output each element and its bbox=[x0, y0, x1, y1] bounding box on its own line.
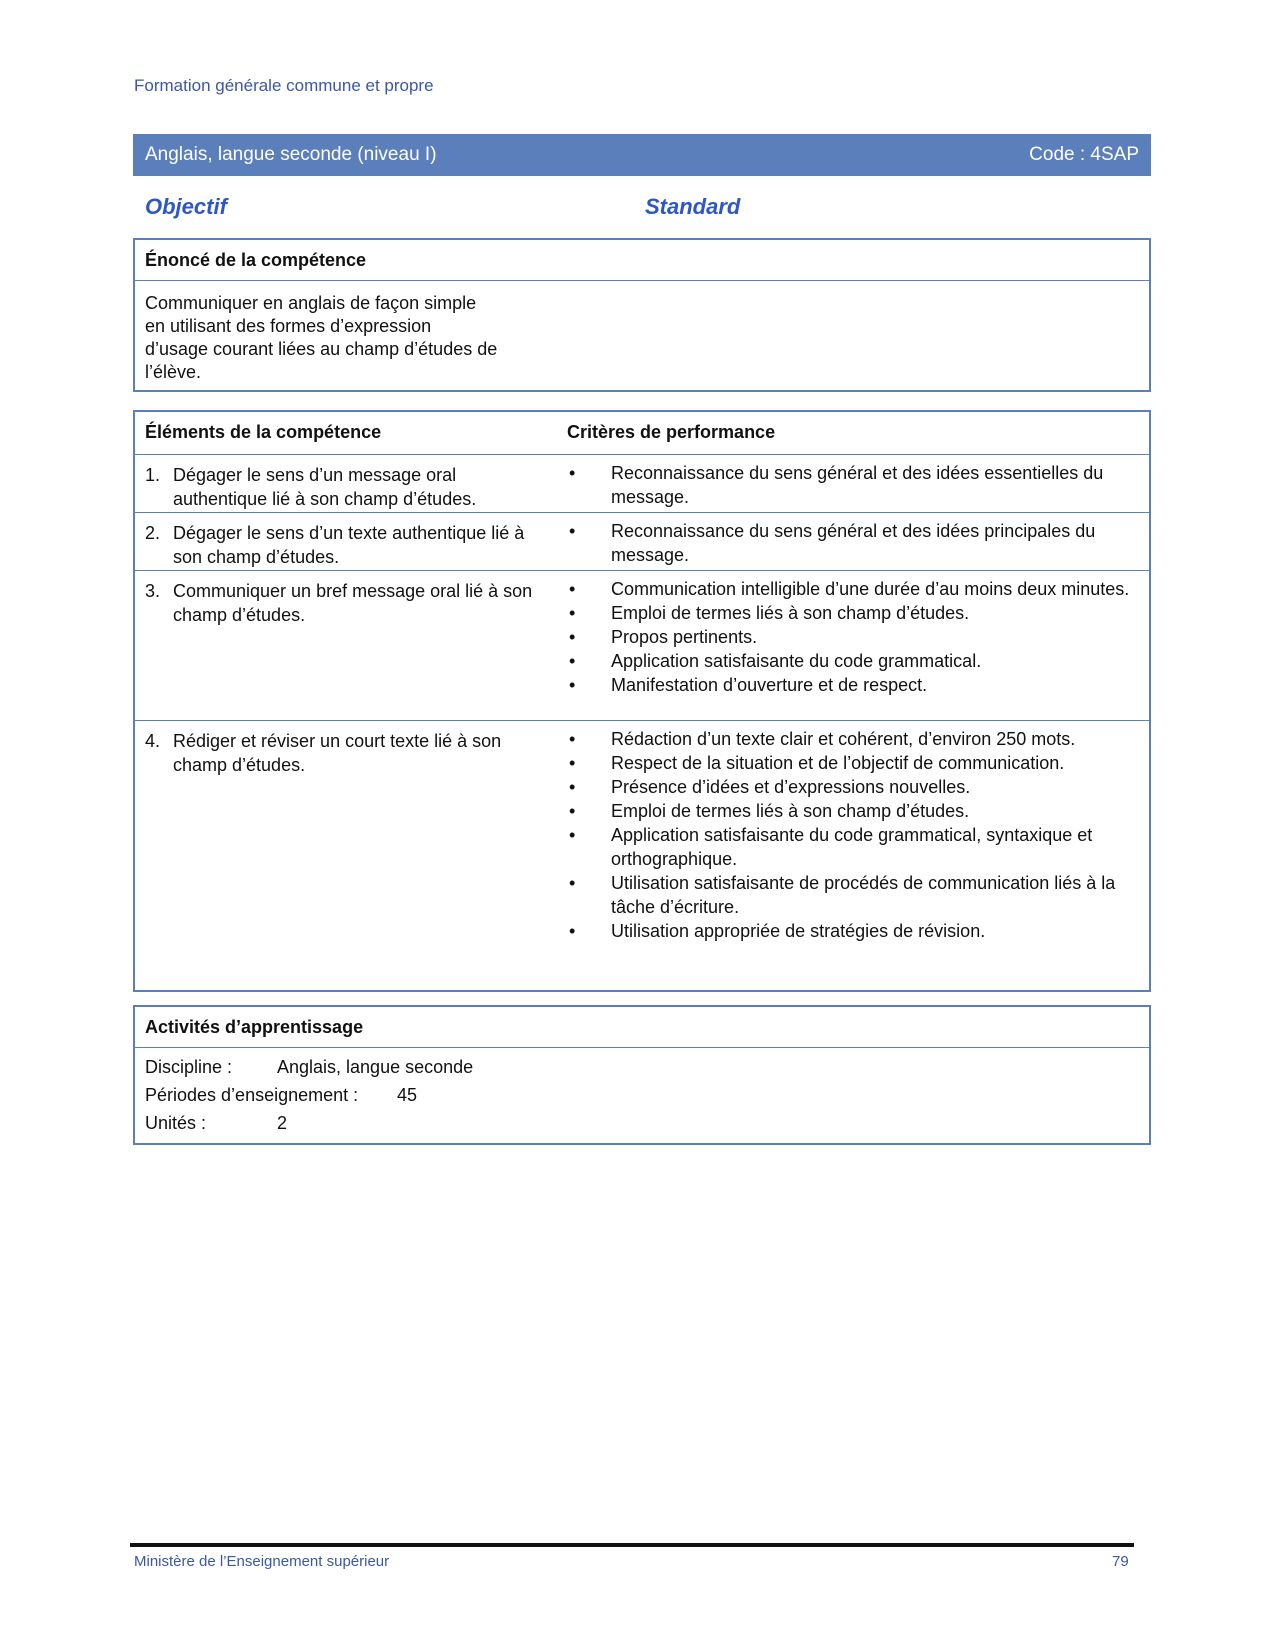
document-section-label: Formation générale commune et propre bbox=[134, 76, 434, 95]
discipline-label: Discipline : bbox=[145, 1057, 233, 1077]
criterion: • Rédaction d’un texte clair et cohérent, d’environ 250 mots. bbox=[569, 729, 1076, 749]
criterion: • Application satisfaisante du code grammatical. bbox=[569, 651, 982, 671]
competency-statement-text bbox=[145, 292, 497, 384]
element-description: Dégager le sens d’un texte authentique lié à son champ d’études. bbox=[173, 523, 525, 567]
criterion: • Présence d’idées et d’expressions nouvelles. bbox=[569, 777, 971, 797]
statement-line: d’usage courant liées au champ d’études de bbox=[145, 339, 498, 359]
element-text bbox=[145, 579, 543, 627]
units-label: Unités : bbox=[145, 1113, 207, 1133]
bullet-icon: • bbox=[569, 579, 576, 599]
element-row-3 bbox=[135, 570, 1149, 721]
statement-line: en utilisant des formes d’expression bbox=[145, 316, 432, 336]
competency-statement-heading: Énoncé de la compétence bbox=[145, 250, 367, 270]
criteria-list bbox=[567, 727, 1151, 943]
bullet-icon: • bbox=[569, 777, 576, 797]
bullet-icon: • bbox=[569, 753, 576, 773]
competency-statement-header bbox=[135, 240, 1149, 281]
element-text bbox=[145, 521, 543, 569]
learning-activities-box bbox=[133, 1005, 1151, 1145]
standard-label: Standard bbox=[645, 194, 741, 219]
competency-elements-table bbox=[133, 410, 1151, 992]
element-number: 4. bbox=[145, 731, 161, 751]
criterion: • Emploi de termes liés à son champ d’études. bbox=[569, 603, 970, 623]
periods-label: Périodes d’enseignement : bbox=[145, 1085, 359, 1105]
element-description: Communiquer un bref message oral lié à son champ d’études. bbox=[173, 581, 533, 625]
element-row-4 bbox=[135, 720, 1149, 989]
element-number: 3. bbox=[145, 581, 161, 601]
element-description: Rédiger et réviser un court texte lié à son champ d’études. bbox=[173, 731, 502, 775]
element-number: 1. bbox=[145, 465, 161, 485]
criterion: • Manifestation d’ouverture et de respect. bbox=[569, 675, 928, 695]
discipline-value: Anglais, langue seconde bbox=[277, 1057, 474, 1077]
statement-line: l’élève. bbox=[145, 362, 202, 382]
criterion: • Emploi de termes liés à son champ d’études. bbox=[569, 801, 970, 821]
criteria-list bbox=[567, 519, 1151, 567]
course-header-bar bbox=[133, 134, 1151, 176]
page-number: 79 bbox=[1112, 1553, 1129, 1570]
element-row-2 bbox=[135, 512, 1149, 571]
bullet-icon: • bbox=[569, 825, 576, 845]
criterion: • Reconnaissance du sens général et des idées principales du message. bbox=[569, 521, 1096, 565]
bullet-icon: • bbox=[569, 921, 576, 941]
criteria-column-heading: Critères de performance bbox=[567, 422, 776, 442]
bullet-icon: • bbox=[569, 801, 576, 821]
objective-label: Objectif bbox=[145, 194, 227, 219]
bullet-icon: • bbox=[569, 463, 576, 483]
footer-ministry: Ministère de l’Enseignement supérieur bbox=[134, 1553, 390, 1570]
learning-activities-heading: Activités d’apprentissage bbox=[145, 1017, 364, 1037]
element-text bbox=[145, 729, 543, 777]
element-text bbox=[145, 463, 543, 511]
element-description: Dégager le sens d’un message oral authentique lié à son champ d’études. bbox=[173, 465, 477, 509]
bullet-icon: • bbox=[569, 651, 576, 671]
criteria-list bbox=[567, 577, 1151, 697]
elements-column-heading: Éléments de la compétence bbox=[145, 422, 382, 442]
criterion: • Communication intelligible d’une durée d’au moins deux minutes. bbox=[569, 579, 1130, 599]
criterion: • Propos pertinents. bbox=[569, 627, 758, 647]
criterion: • Utilisation appropriée de stratégies de révision. bbox=[569, 921, 986, 941]
element-row-1 bbox=[135, 454, 1149, 513]
element-number: 2. bbox=[145, 523, 161, 543]
criterion: • Application satisfaisante du code grammatical, syntaxique et orthographique. bbox=[569, 825, 1093, 869]
elements-table-header bbox=[135, 412, 1149, 452]
competency-statement-box bbox=[133, 238, 1151, 392]
course-title: Anglais, langue seconde (niveau I) bbox=[145, 144, 437, 165]
bullet-icon: • bbox=[569, 627, 576, 647]
criterion: • Utilisation satisfaisante de procédés de communication liés à la tâche d’écriture. bbox=[569, 873, 1116, 917]
periods-value: 45 bbox=[397, 1085, 418, 1105]
criterion: • Reconnaissance du sens général et des idées essentielles du message. bbox=[569, 463, 1104, 507]
bullet-icon: • bbox=[569, 675, 576, 695]
course-code: Code : 4SAP bbox=[1029, 144, 1139, 165]
learning-activities-header bbox=[135, 1007, 1149, 1048]
bullet-icon: • bbox=[569, 521, 576, 541]
criterion: • Respect de la situation et de l’objectif de communication. bbox=[569, 753, 1065, 773]
statement-line: Communiquer en anglais de façon simple bbox=[145, 293, 477, 313]
units-value: 2 bbox=[277, 1113, 288, 1133]
footer-rule bbox=[130, 1543, 1134, 1547]
bullet-icon: • bbox=[569, 729, 576, 749]
bullet-icon: • bbox=[569, 873, 576, 893]
criteria-list bbox=[567, 461, 1151, 509]
bullet-icon: • bbox=[569, 603, 576, 623]
